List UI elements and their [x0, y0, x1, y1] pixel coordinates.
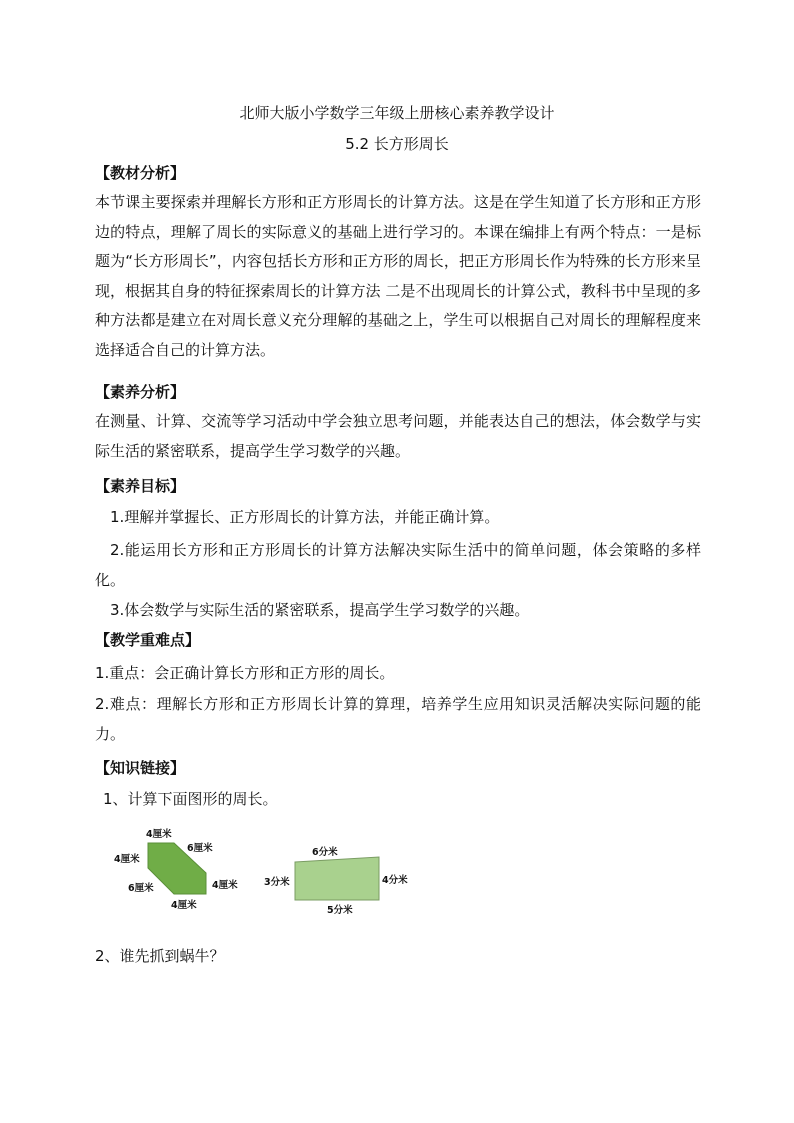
literacy-heading: 【素养分析】	[95, 383, 186, 401]
octagon-label-left: 4厘米	[114, 854, 140, 865]
material-text: 本节课主要探索并理解长方形和正方形周长的计算方法。这是在学生知道了长方形和正方形边的特点，理解了周长的实际意义的基础上进行学习的。本课在编排上有两个特点：一是标题为“长方形周长”，内容包括长方形和正方形的周长，把正方形周长作为特殊的长方形来呈现，根据其自身的特征探索周长的计算方法 二是不出现周长的计算公式，教科书中呈现的多种方法都是建立在对周长意义充分理解的基础之上，学生可以根据自己对周长的理解程度来选择适合自己的计算方法。	[95, 193, 701, 359]
trapezoid-label-right: 4分米	[382, 875, 408, 886]
keypoint-item-2: 2.难点：理解长方形和正方形周长计算的算理，培养学生应用知识灵活解决实际问题的能力。	[95, 695, 701, 743]
goal-item-2: 2.能运用长方形和正方形周长的计算方法解决实际生活中的简单问题，体会策略的多样化。	[95, 541, 701, 589]
literacy-text: 在测量、计算、交流等学习活动中学会独立思考问题，并能表达自己的想法，体会数学与实际生活的紧密联系，提高学生学习数学的兴趣。	[95, 412, 701, 460]
material-heading: 【教材分析】	[95, 164, 186, 182]
links-question-2: 2、谁先抓到蜗牛？	[95, 947, 225, 965]
keypoints-heading: 【教学重难点】	[95, 631, 201, 649]
trapezoid-label-bottom: 5分米	[327, 905, 353, 916]
goal-item-1: 1.理解并掌握长、正方形周长的计算方法，并能正确计算。	[110, 508, 500, 526]
keypoint-item-1: 1.重点：会正确计算长方形和正方形的周长。	[95, 664, 395, 682]
links-heading: 【知识链接】	[95, 759, 186, 777]
trapezoid-label-top: 6分米	[312, 847, 338, 858]
goal-item-3: 3.体会数学与实际生活的紧密联系，提高学生学习数学的兴趣。	[110, 601, 530, 619]
octagon-label-right: 4厘米	[212, 880, 238, 891]
document-title: 北师大版小学数学三年级上册核心素养教学设计	[239, 104, 555, 122]
octagon-label-top: 4厘米	[146, 829, 172, 840]
links-question-1: 1、计算下面图形的周长。	[103, 790, 278, 808]
octagon-label-bottom-left: 6厘米	[128, 883, 154, 894]
octagon-label-bottom: 4厘米	[171, 900, 197, 911]
green-trapezoid-shape	[295, 857, 379, 900]
trapezoid-label-left: 3分米	[264, 877, 290, 888]
octagon-label-top-right: 6厘米	[187, 843, 213, 854]
goals-heading: 【素养目标】	[95, 477, 186, 495]
lesson-title: 5.2 长方形周长	[345, 135, 449, 153]
